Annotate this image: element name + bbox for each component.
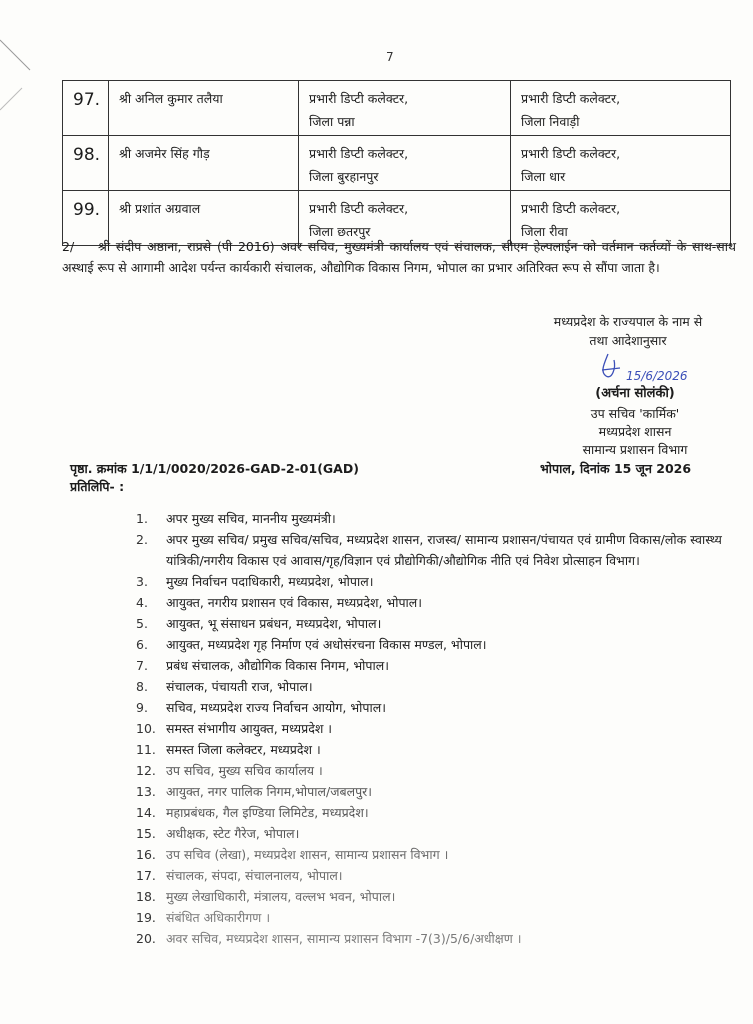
designation-line: मध्यप्रदेश शासन (598, 424, 672, 439)
officer-name: श्री अनिल कुमार तलैया (109, 81, 299, 136)
list-item: 18. मुख्य लेखाधिकारी, मंत्रालय, वल्लभ भवन, भोपाल। (136, 889, 396, 904)
new-post: प्रभारी डिप्टी कलेक्टर, जिला धार (511, 136, 731, 191)
authority-line-1: मध्यप्रदेश के राज्यपाल के नाम से (553, 314, 703, 329)
authority-line-2: तथा आदेशानुसार (589, 333, 667, 348)
order-authority (520, 312, 736, 350)
list-item: 16. उप सचिव (लेखा), मध्यप्रदेश शासन, सामान्य प्रशासन विभाग । (136, 847, 449, 862)
list-item: 5. आयुक्त, भू संसाधन प्रबंधन, मध्यप्रदेश, भोपाल। (136, 616, 382, 631)
list-item: 3. मुख्य निर्वाचन पदाधिकारी, मध्यप्रदेश, भोपाल। (136, 574, 374, 589)
page-fold-mark (0, 0, 40, 160)
officer-transfer-table (62, 80, 731, 246)
new-post: प्रभारी डिप्टी कलेक्टर, जिला रीवा (511, 191, 731, 246)
designation-line: सामान्य प्रशासन विभाग (582, 442, 688, 457)
list-item: 17. संचालक, संपदा, संचालनालय, भोपाल। (136, 868, 343, 883)
paragraph-text: श्री संदीप अष्ठाना, राप्रसे (पी 2016) अवर सचिव, मुख्यमंत्री कार्यालय एवं संचालक, सीएम हेल्पलाईन को वर्तमान कर्तव्यों के साथ-साथ अस्थाई रूप से आगामी आदेश पर्यन्त कार्यकारी संचालक, औद्योगिक विकास निगम, भोपाल का प्रभार अतिरिक्त रूप से सौंपा जाता है। (62, 239, 736, 275)
list-item: 10. समस्त संभागीय आयुक्त, मध्यप्रदेश । (136, 721, 333, 736)
list-item: 20. अवर सचिव, मध्यप्रदेश शासन, सामान्य प्रशासन विभाग -7(3)/5/6/अधीक्षण । (136, 931, 522, 946)
list-item: 2. अपर मुख्य सचिव/ प्रमुख सचिव/सचिव, मध्यप्रदेश शासन, राजस्व/ सामान्य प्रशासन/पंचायत एवं ग्रामीण विकास/लोक स्वास्थ्य यांत्रिकी/नगरीय विकास एवं आवास/गृह/विज्ञान एवं प्रौद्योगिकी/औद्योगिक नीति एवं निवेश प्रोत्साहन विभाग। (136, 532, 722, 568)
list-item: 12. उप सचिव, मुख्य सचिव कार्यालय । (136, 763, 323, 778)
list-item: 15. अधीक्षक, स्टेट गैरेज, भोपाल। (136, 826, 300, 841)
table-row (63, 136, 731, 191)
officer-name: श्री अजमेर सिंह गौड़ (109, 136, 299, 191)
list-item: 9. सचिव, मध्यप्रदेश राज्य निर्वाचन आयोग, भोपाल। (136, 700, 386, 715)
list-item: 13. आयुक्त, नगर पालिक निगम,भोपाल/जबलपुर। (136, 784, 373, 799)
current-post: प्रभारी डिप्टी कलेक्टर, जिला बुरहानपुर (299, 136, 511, 191)
serial-number: 99. (63, 191, 109, 246)
list-item: 14. महाप्रबंधक, गैल इण्डिया लिमिटेड, मध्यप्रदेश। (136, 805, 369, 820)
list-item: 4. आयुक्त, नगरीय प्रशासन एवं विकास, मध्यप्रदेश, भोपाल। (136, 595, 423, 610)
list-item: 6. आयुक्त, मध्यप्रदेश गृह निर्माण एवं अधोसंरचना विकास मण्डल, भोपाल। (136, 637, 487, 652)
order-paragraph (62, 236, 736, 278)
designation-line: उप सचिव 'कार्मिक' (590, 406, 680, 421)
svg-text:15/6/2026: 15/6/2026 (626, 369, 688, 383)
list-item: 1. अपर मुख्य सचिव, माननीय मुख्यमंत्री। (136, 511, 336, 526)
current-post: प्रभारी डिप्टी कलेक्टर, जिला पन्ना (299, 81, 511, 136)
list-item: 7. प्रबंध संचालक, औद्योगिक विकास निगम, भोपाल। (136, 658, 389, 673)
signatory-name: (अर्चना सोलंकी) (595, 386, 675, 401)
copy-recipient-list (136, 508, 736, 949)
serial-number: 98. (63, 136, 109, 191)
serial-number: 97. (63, 81, 109, 136)
memo-number: पृष्ठा. क्रमांक 1/1/1/0020/2026-GAD-2-01(GAD) (70, 461, 359, 476)
list-item: 11. समस्त जिला कलेक्टर, मध्यप्रदेश । (136, 742, 321, 757)
paragraph-number: 2/ (62, 239, 75, 254)
officer-name: श्री प्रशांत अग्रवाल (109, 191, 299, 246)
table-row (63, 81, 731, 136)
list-item: 8. संचालक, पंचायती राज, भोपाल। (136, 679, 313, 694)
new-post: प्रभारी डिप्टी कलेक्टर, जिला निवाड़ी (511, 81, 731, 136)
current-post: प्रभारी डिप्टी कलेक्टर, जिला छतरपुर (299, 191, 511, 246)
copy-to-label: प्रतिलिपि- : (70, 479, 125, 494)
list-item: 19. संबंधित अधिकारीगण । (136, 910, 271, 925)
signatory-designation (530, 405, 740, 459)
memo-place-date: भोपाल, दिनांक 15 जून 2026 (540, 461, 692, 476)
page-number: 7 (386, 50, 394, 64)
